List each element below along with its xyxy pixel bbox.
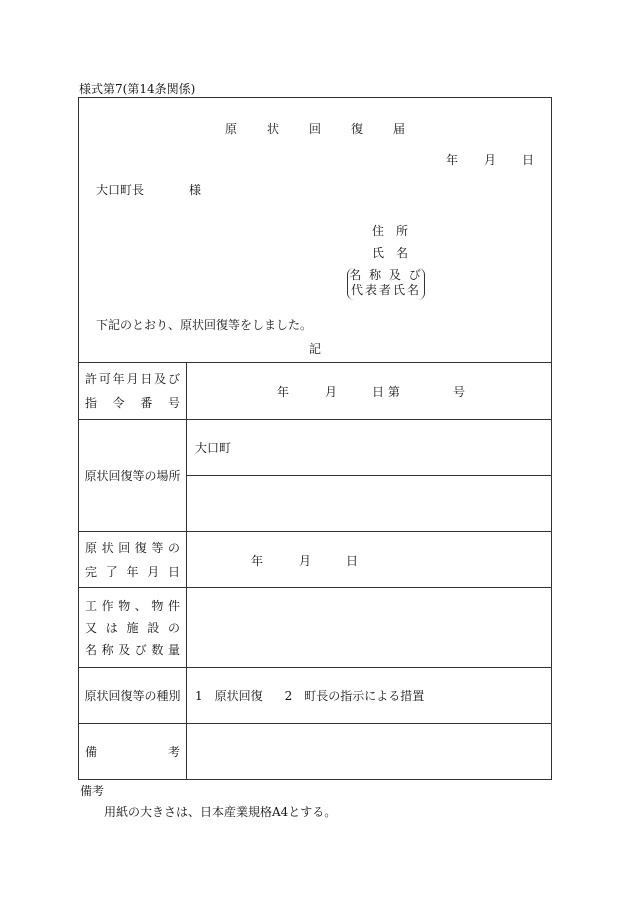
label-char: 月 [126,372,139,386]
label-char: 完 [85,564,98,579]
remarks-label [79,724,187,780]
type-label: 原状回復等の種別 [79,668,187,724]
representative-label [347,268,425,300]
statement-text: 下記のとおり、原状回復等をしました。 [96,318,313,332]
type-field[interactable] [187,668,552,724]
day-label: 日 [521,153,534,167]
table-row [79,668,552,724]
label-char: 番 [140,396,153,410]
completion-date-label [79,532,187,588]
year-label: 年 [445,153,458,167]
document-title [79,120,551,137]
type-option-mayor-instruction[interactable]: 2 町長の指示による措置 [284,689,425,703]
title-char: 回 [308,122,321,136]
label-char: 了 [105,564,118,579]
label-char: 復 [134,540,147,555]
addressee [96,181,201,198]
label-char: の [167,540,180,555]
label-char: 名 [85,642,98,657]
label-char: 備 [85,744,98,759]
type-option-restoration[interactable]: 1 原状回復 [195,689,263,703]
ki-label: 記 [308,342,321,356]
label-char: 回 [118,540,131,555]
label-char: 名 [395,246,408,260]
rep-line-1: 名 称 及 び [349,268,423,282]
label-char: 原 [85,540,98,555]
label-char: は [105,620,118,635]
notification-header [78,97,552,362]
label-char: 年 [126,564,139,579]
notes-label: 備考 [80,784,105,798]
table-row [79,724,552,780]
label-char: 量 [167,642,180,657]
location-detail-field[interactable] [187,476,552,532]
label-char: 及 [118,642,131,657]
label-char: 許 [85,372,98,386]
label-char: 物 [118,598,131,613]
table-row [79,532,552,588]
day-label: 日 [346,553,359,568]
addressee-honorific: 様 [189,183,202,197]
number-suffix-label: 号 [453,385,466,399]
label-char: 工 [85,598,98,613]
label-char: 住 [371,224,384,238]
label-char: 氏 [371,246,384,260]
completion-date-field[interactable] [187,532,552,588]
label-char: 可 [98,372,111,386]
label-char: 月 [147,564,160,579]
table-row [79,588,552,668]
label-char: 等 [151,540,164,555]
label-char: 指 [85,396,98,410]
submission-date [426,151,534,168]
label-char: 、 [134,598,147,613]
label-char: 作 [101,598,114,613]
label-char: 施 [126,620,139,635]
day-number-label: 日 第 [372,385,400,399]
title-char: 届 [393,122,406,136]
location-field[interactable]: 大口町 [187,420,552,476]
label-char: 件 [167,598,180,613]
location-label: 原状回復等の場所 [79,420,187,532]
label-char: び [167,372,180,386]
table-row [79,420,552,476]
label-char: 状 [101,540,114,555]
label-char: 号 [167,396,180,410]
label-char: 称 [101,642,114,657]
label-char: 又 [85,620,98,635]
month-label: 月 [325,385,338,399]
month-label: 月 [483,153,496,167]
addressee-name: 大口町長 [96,183,145,197]
label-char: 日 [167,564,180,579]
label-char: 数 [151,642,164,657]
label-char: 日 [140,372,153,386]
label-char: 設 [147,620,160,635]
label-char: び [134,642,147,657]
year-label: 年 [277,385,290,399]
year-label: 年 [251,553,264,568]
structure-field[interactable] [187,588,552,668]
month-label: 月 [299,553,312,568]
title-char: 原 [224,122,237,136]
title-char: 復 [351,122,364,136]
rep-line-2: 代表者氏名 [350,283,421,297]
label-char: 年 [112,372,125,386]
table-row [79,363,552,420]
applicant-block [371,222,409,266]
details-table [78,362,552,780]
title-char: 状 [266,122,279,136]
label-char: 所 [395,224,408,238]
remarks-field[interactable] [187,724,552,780]
label-char: 考 [167,744,180,759]
label-char: 令 [112,396,125,410]
structure-label [79,588,187,668]
permit-value-field[interactable] [187,363,552,420]
name-label [371,244,409,266]
label-char: の [167,620,180,635]
label-char: 及 [154,372,167,386]
address-label [371,222,409,244]
form-number-label: 様式第7(第14条関係) [79,82,196,96]
notes-text: 用紙の大きさは、日本産業規格A4とする。 [104,805,337,819]
permit-label [79,363,187,420]
label-char: 物 [151,598,164,613]
